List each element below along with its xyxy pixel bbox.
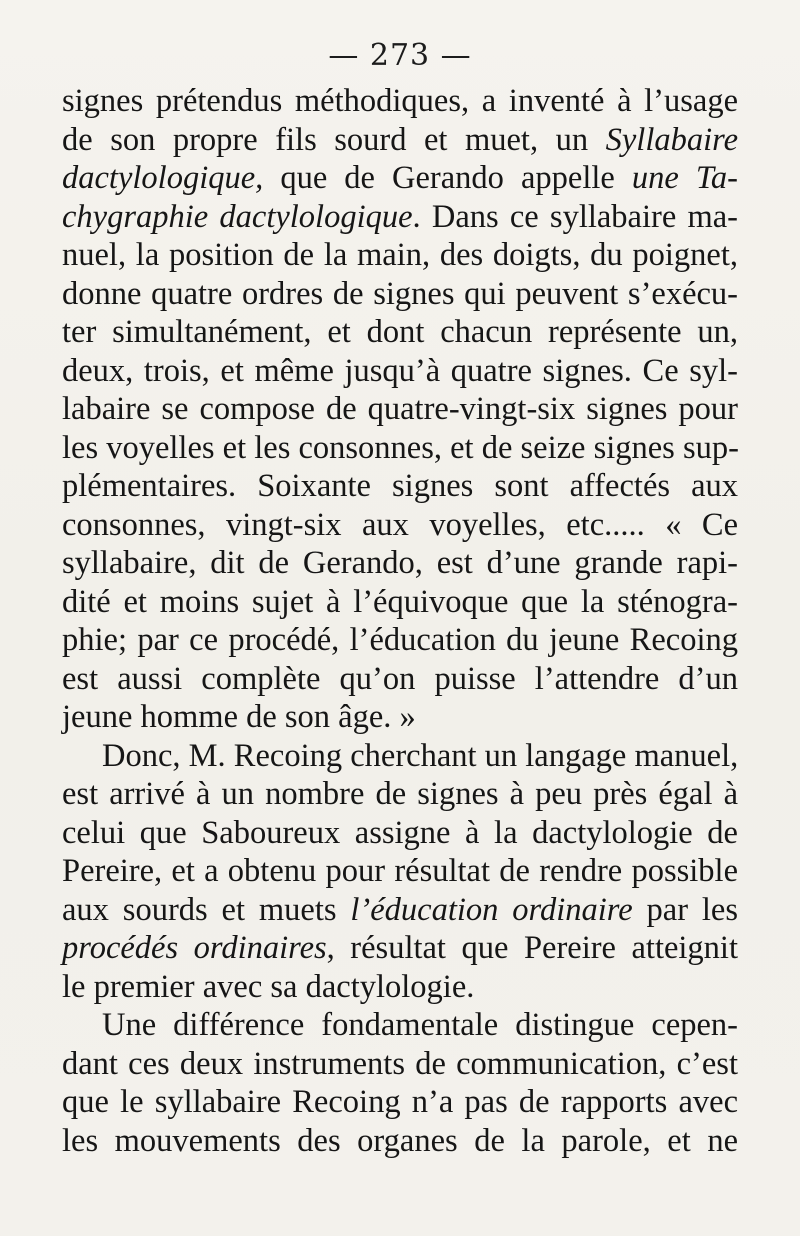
italic-segment: l’éducation ordinaire (350, 891, 633, 928)
text-segment: est arrivé à un nombre de signes à peu près égal à (62, 776, 738, 812)
text-line (62, 275, 738, 314)
text-line (62, 236, 738, 275)
page-number: — 273 — (328, 38, 472, 73)
text-line (62, 660, 738, 699)
text-segment: donne quatre ordres de signes qui peuvent s’exécu- (62, 275, 738, 312)
text-segment: est aussi complète qu’on puisse l’attendre d’un (62, 660, 738, 697)
text-segment: que le syllabaire Recoing n’a pas de rapports avec (62, 1084, 738, 1120)
text-segment: le premier avec sa dactylologie. (62, 968, 475, 1005)
text-segment: que de Gerando appelle (263, 160, 632, 196)
text-line (62, 583, 738, 622)
text-line (62, 814, 738, 853)
text-segment: Donc, M. Recoing cherchant un langage manuel, (102, 737, 739, 774)
text-line (62, 1045, 738, 1084)
text-segment: les mouvements des organes de la parole, et ne (62, 1122, 738, 1159)
text-segment: consonnes, vingt-six aux voyelles, etc..... « Ce (62, 506, 738, 543)
text-segment: Pereire, et a obtenu pour résultat de rendre possible (62, 853, 738, 889)
italic-segment: une Ta- (631, 160, 738, 196)
text-line (62, 352, 738, 391)
text-segment: signes prétendus méthodiques, a inventé à l’usage (62, 83, 738, 119)
text-line (62, 621, 738, 660)
text-line (62, 506, 738, 545)
italic-segment: procédés ordinaires (62, 930, 327, 966)
text-line (62, 198, 738, 237)
text-segment: dant ces deux instruments de communication, c’est (62, 1045, 738, 1082)
text-segment: celui que Saboureux assigne à la dactylologie de (62, 814, 738, 851)
italic-segment: dactylologique, (62, 160, 264, 196)
text-line (62, 121, 738, 160)
italic-segment: chygraphie dactylologique (62, 198, 413, 235)
text-line (62, 313, 738, 352)
text-segment: . Dans ce syllabaire ma- (412, 198, 738, 235)
body-text (62, 82, 738, 1160)
text-line (62, 891, 738, 930)
text-segment: , résultat que Pereire atteignit (326, 930, 738, 966)
text-segment: plémentaires. Soixante signes sont affectés aux (62, 468, 738, 504)
text-line (62, 775, 738, 814)
text-line (62, 390, 738, 429)
text-segment: jeune homme de son âge. » (62, 699, 416, 735)
italic-segment: Syllabaire (605, 121, 738, 158)
text-segment: de son propre fils sourd et muet, un (62, 121, 606, 158)
text-segment: les voyelles et les consonnes, et de seize signes sup- (62, 429, 739, 466)
text-segment: ter simultanément, et dont chacun représente un, (62, 314, 738, 350)
text-line (62, 698, 738, 737)
text-line (62, 1006, 738, 1045)
text-line (62, 429, 738, 468)
text-line (62, 852, 738, 891)
text-segment: dité et moins sujet à l’équivoque que la sténogra- (62, 583, 738, 620)
text-segment: deux, trois, et même jusqu’à quatre signes. Ce syl- (62, 352, 738, 389)
text-line (62, 929, 738, 968)
text-segment: labaire se compose de quatre-vingt-six signes pour (62, 391, 738, 427)
text-segment: Une différence fondamentale distingue cepen- (102, 1007, 738, 1043)
text-segment: phie; par ce procédé, l’éducation du jeune Recoing (62, 622, 738, 658)
text-line (62, 1083, 738, 1122)
text-line (62, 1122, 738, 1161)
text-line (62, 467, 738, 506)
text-line (62, 737, 738, 776)
text-segment: par les (632, 891, 738, 928)
text-line (62, 159, 738, 198)
text-line (62, 544, 738, 583)
text-segment: syllabaire, dit de Gerando, est d’une grande rapi- (62, 545, 738, 581)
text-line (62, 968, 738, 1007)
text-segment: nuel, la position de la main, des doigts, du poignet, (62, 237, 738, 273)
text-line (62, 82, 738, 121)
text-segment: aux sourds et muets (62, 891, 351, 928)
